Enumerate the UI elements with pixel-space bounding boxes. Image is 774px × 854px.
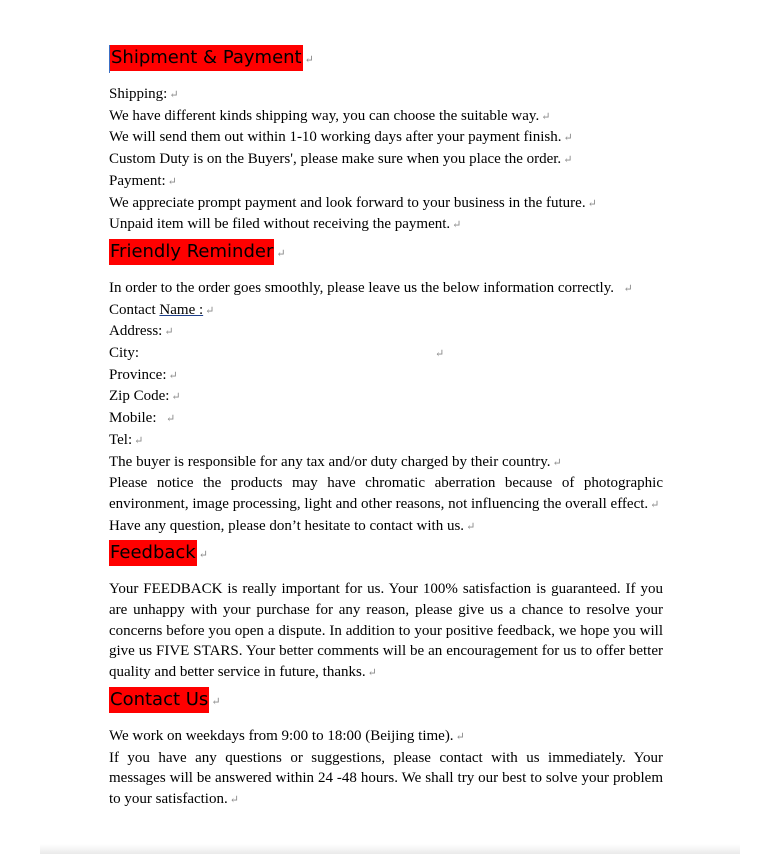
page-bottom-edge [40, 844, 740, 854]
paragraph-mark-icon: ↵ [650, 498, 660, 511]
shipment-line: We have different kinds shipping way, you can choose the suitable way. ↵ [109, 107, 551, 124]
paragraph-mark-icon: ↵ [623, 282, 633, 295]
reminder-intro: In order to the order goes smoothly, please leave us the below information correctly. ↵ [109, 279, 633, 296]
shipment-line: Unpaid item will be filed without receiving the payment. ↵ [109, 216, 462, 233]
paragraph-mark-icon: ↵ [167, 175, 177, 188]
paragraph-mark-icon: ↵ [168, 369, 178, 382]
paragraph-mark-icon: ↵ [541, 110, 551, 123]
shipment-line: Shipping: ↵ [109, 86, 179, 102]
paragraph-mark-icon: ↵ [367, 667, 377, 680]
question-note: Have any question, please don’t hesitate to contact with us. ↵ [109, 517, 476, 534]
paragraph-mark-icon: ↵ [211, 695, 221, 708]
paragraph-mark-icon: ↵ [563, 154, 573, 167]
city-field: City: ↵ [109, 345, 445, 362]
paragraph-mark-icon: ↵ [552, 456, 562, 469]
contact-heading-row [109, 687, 663, 715]
paragraph-mark-icon: ↵ [455, 730, 465, 743]
paragraph-mark-icon: ↵ [587, 197, 597, 210]
working-hours: We work on weekdays from 9:00 to 18:00 (Beijing time). ↵ [109, 727, 465, 744]
tax-note: The buyer is responsible for any tax and/or duty charged by their country. ↵ [109, 453, 562, 470]
address-field: Address: ↵ [109, 323, 174, 340]
shipment-line: Payment: ↵ [109, 172, 177, 189]
shipment-line: We will send them out within 1-10 working days after your payment finish. ↵ [109, 129, 573, 146]
paragraph-mark-icon: ↵ [134, 434, 144, 447]
contact-name-field: Contact Name : ↵ [109, 301, 215, 318]
zip-code-field: Zip Code: ↵ [109, 388, 181, 405]
paragraph-mark-icon: ↵ [466, 520, 476, 533]
paragraph-mark-icon: ↵ [452, 219, 462, 232]
contact-name-label: Name : [159, 301, 204, 318]
paragraph-mark-icon: ↵ [563, 132, 573, 145]
reminder-heading: Friendly Reminder [109, 239, 274, 265]
province-field: Province: ↵ [109, 366, 178, 383]
paragraph-mark-icon: ↵ [164, 326, 174, 339]
reminder-heading-row [109, 239, 663, 267]
contact-text: If you have any questions or suggestions, please contact with us immediately. Your messages will be answered within 24 -48 hours. We shall try our best to solve your problem to your satisfaction. ↵ [109, 749, 663, 807]
paragraph-mark-icon: ↵ [229, 793, 239, 806]
shipment-line: Custom Duty is on the Buyers', please make sure when you place the order. ↵ [109, 151, 573, 168]
tel-field: Tel: ↵ [109, 431, 144, 448]
chromatic-notice: Please notice the products may have chromatic aberration because of photographic environment, image processing, light and other reasons, not influencing the overall effect. ↵ [109, 475, 663, 512]
shipment-line: We appreciate prompt payment and look forward to your business in the future. ↵ [109, 194, 597, 211]
paragraph-mark-icon: ↵ [198, 549, 208, 562]
mobile-field: Mobile: ↵ [109, 410, 176, 427]
shipment-body [109, 84, 663, 236]
contact-heading: Contact Us [109, 687, 209, 713]
paragraph-mark-icon: ↵ [435, 348, 445, 361]
paragraph-mark-icon: ↵ [276, 247, 286, 260]
reminder-body [109, 278, 663, 537]
feedback-heading: Feedback [109, 540, 197, 566]
feedback-heading-row [109, 540, 663, 568]
paragraph-mark-icon: ↵ [169, 89, 179, 101]
document-page [109, 45, 663, 811]
shipment-heading-row [109, 45, 663, 73]
paragraph-mark-icon: ↵ [171, 391, 181, 404]
paragraph-mark-icon: ↵ [166, 413, 176, 426]
paragraph-mark-icon: ↵ [304, 54, 314, 66]
feedback-text: Your FEEDBACK is really important for us. Your 100% satisfaction is guaranteed. If you are unhappy with your purchase for any reason, please give us a chance to resolve your concerns before you open a dispute. In addition to your positive feedback, we hope you will give us FIVE STARS. Your better comments will be an encouragement for us to offer better quality and better service in future, thanks. ↵ [109, 581, 663, 681]
paragraph-mark-icon: ↵ [205, 304, 215, 317]
shipment-heading: Shipment & Payment [110, 45, 303, 71]
